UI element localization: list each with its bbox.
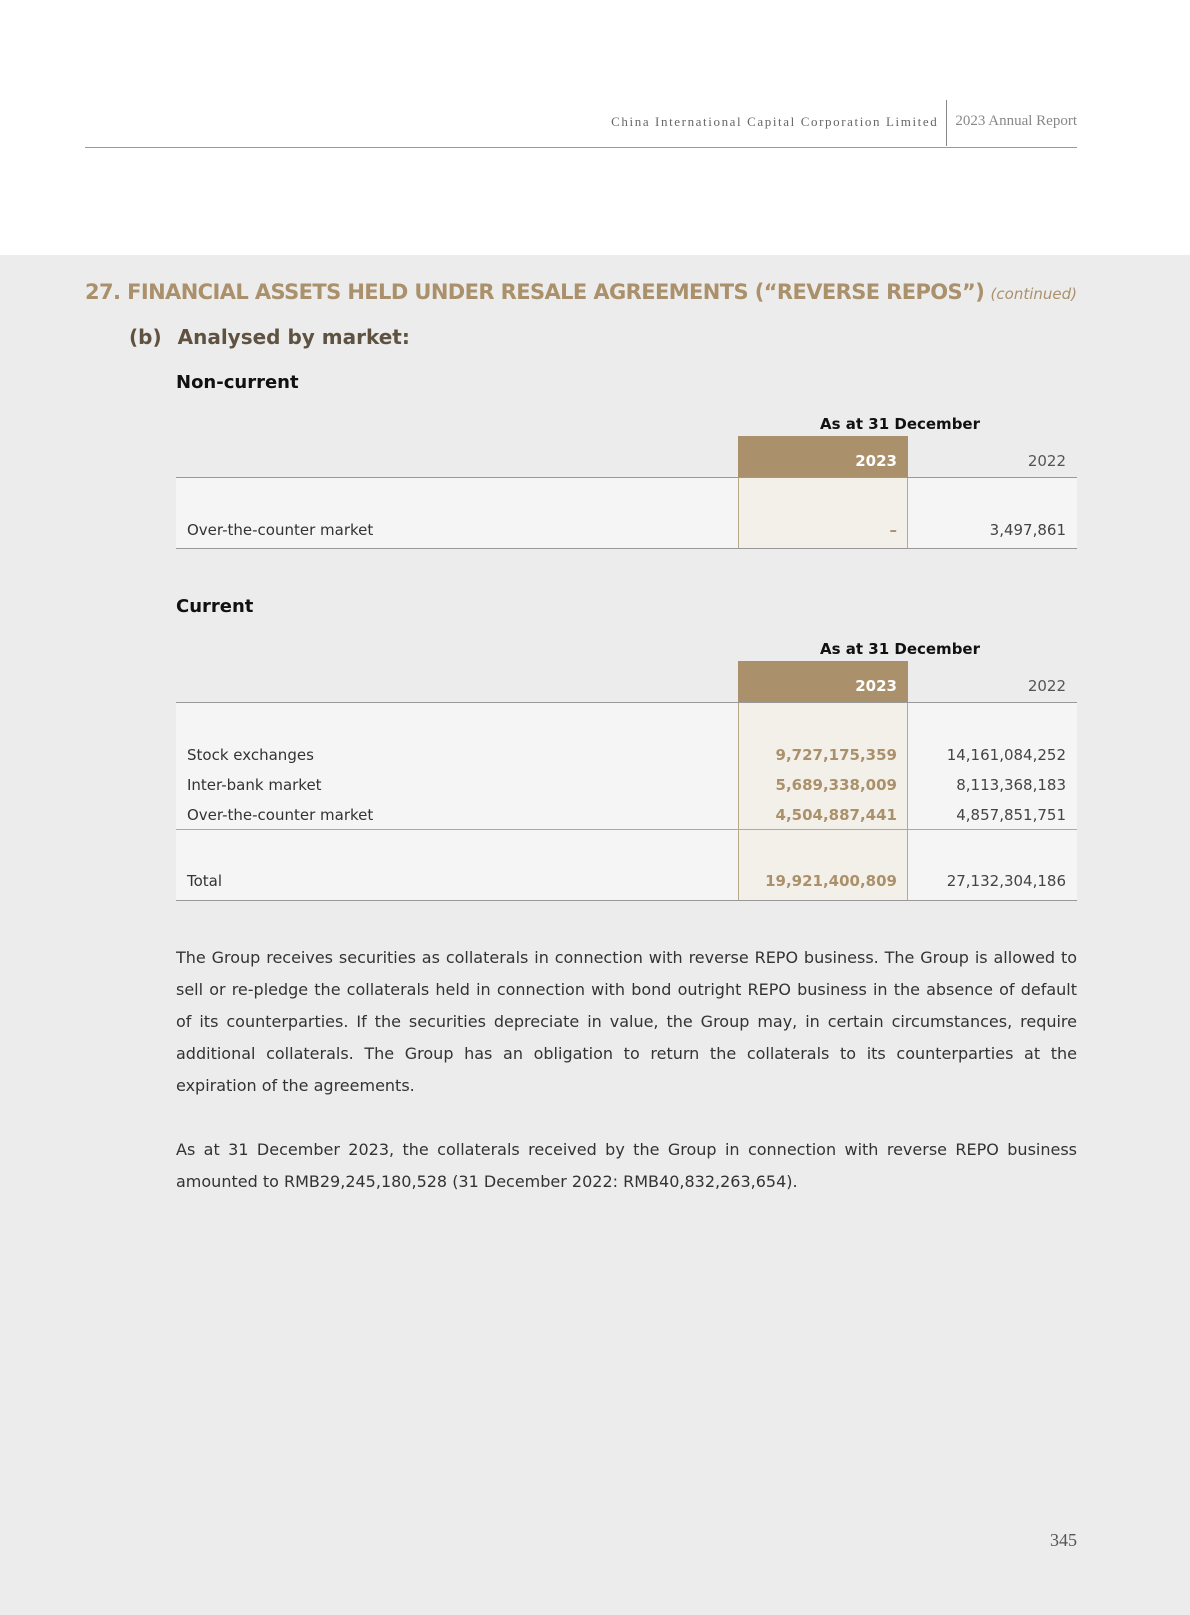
value-2022: 3,497,861 <box>989 521 1066 539</box>
value-2023: 9,727,175,359 <box>775 746 897 764</box>
total-row <box>176 867 1077 897</box>
row-label: Total <box>187 872 223 890</box>
page-number: 345 <box>1050 1530 1077 1550</box>
non-current-heading: Non-current <box>176 372 299 393</box>
col-2023: 2023 <box>738 661 908 702</box>
header-rule <box>85 147 1077 148</box>
section-title <box>85 280 1077 304</box>
table-row <box>176 741 1077 771</box>
subsection-label: (b) <box>129 325 162 349</box>
table-body <box>176 477 1077 549</box>
section-number: 27. <box>85 280 121 304</box>
col-2022: 2022 <box>1027 452 1066 470</box>
value-2023: 5,689,338,009 <box>775 776 897 794</box>
as-at-header: As at 31 December <box>820 640 980 658</box>
current-heading: Current <box>176 596 254 617</box>
company-name: China International Capital Corporation Limited <box>611 114 939 129</box>
value-2023: – <box>889 521 897 539</box>
table-row <box>176 801 1077 831</box>
section-title-text: FINANCIAL ASSETS HELD UNDER RESALE AGREEMENTS (“REVERSE REPOS”) <box>127 280 985 304</box>
row-label: Stock exchanges <box>187 746 314 764</box>
continued-label: (continued) <box>990 285 1077 303</box>
row-label: Inter-bank market <box>187 776 322 794</box>
col-2023: 2023 <box>738 436 908 477</box>
paragraph-amount: As at 31 December 2023, the collaterals received by the Group in connection with reverse REPO business amounted to RMB29,245,180,528 (31 December 2022: RMB40,832,263,654). <box>176 1140 1077 1191</box>
value-2022: 14,161,084,252 <box>946 746 1066 764</box>
row-label: Over-the-counter market <box>187 806 374 824</box>
row-label: Over-the-counter market <box>187 521 374 539</box>
table-row <box>176 516 1077 546</box>
subtotal-rule <box>176 829 1077 830</box>
col-2022: 2022 <box>1027 677 1066 695</box>
value-2023: 19,921,400,809 <box>765 872 897 890</box>
table-body <box>176 702 1077 901</box>
report-title: 2023 Annual Report <box>946 100 1077 146</box>
as-at-header: As at 31 December <box>820 415 980 433</box>
paragraph-collaterals: The Group receives securities as collaterals in connection with reverse REPO business. The Group is allowed to sell or re-pledge the collaterals held in connection with bond outright REPO business in the absence of default of its counterparties. If the securities depreciate in value, the Group may, in certain circumstances, require additional collaterals. The Group has an obligation to return the collaterals to its counterparties at the expiration of the agreements. <box>176 948 1077 1095</box>
table-row <box>176 771 1077 801</box>
value-2022: 4,857,851,751 <box>956 806 1066 824</box>
subsection-text: Analysed by market: <box>177 325 410 349</box>
value-2023: 4,504,887,441 <box>775 806 897 824</box>
page-header <box>611 100 1077 146</box>
subsection-title <box>129 325 426 349</box>
value-2022: 8,113,368,183 <box>956 776 1066 794</box>
value-2022: 27,132,304,186 <box>946 872 1066 890</box>
